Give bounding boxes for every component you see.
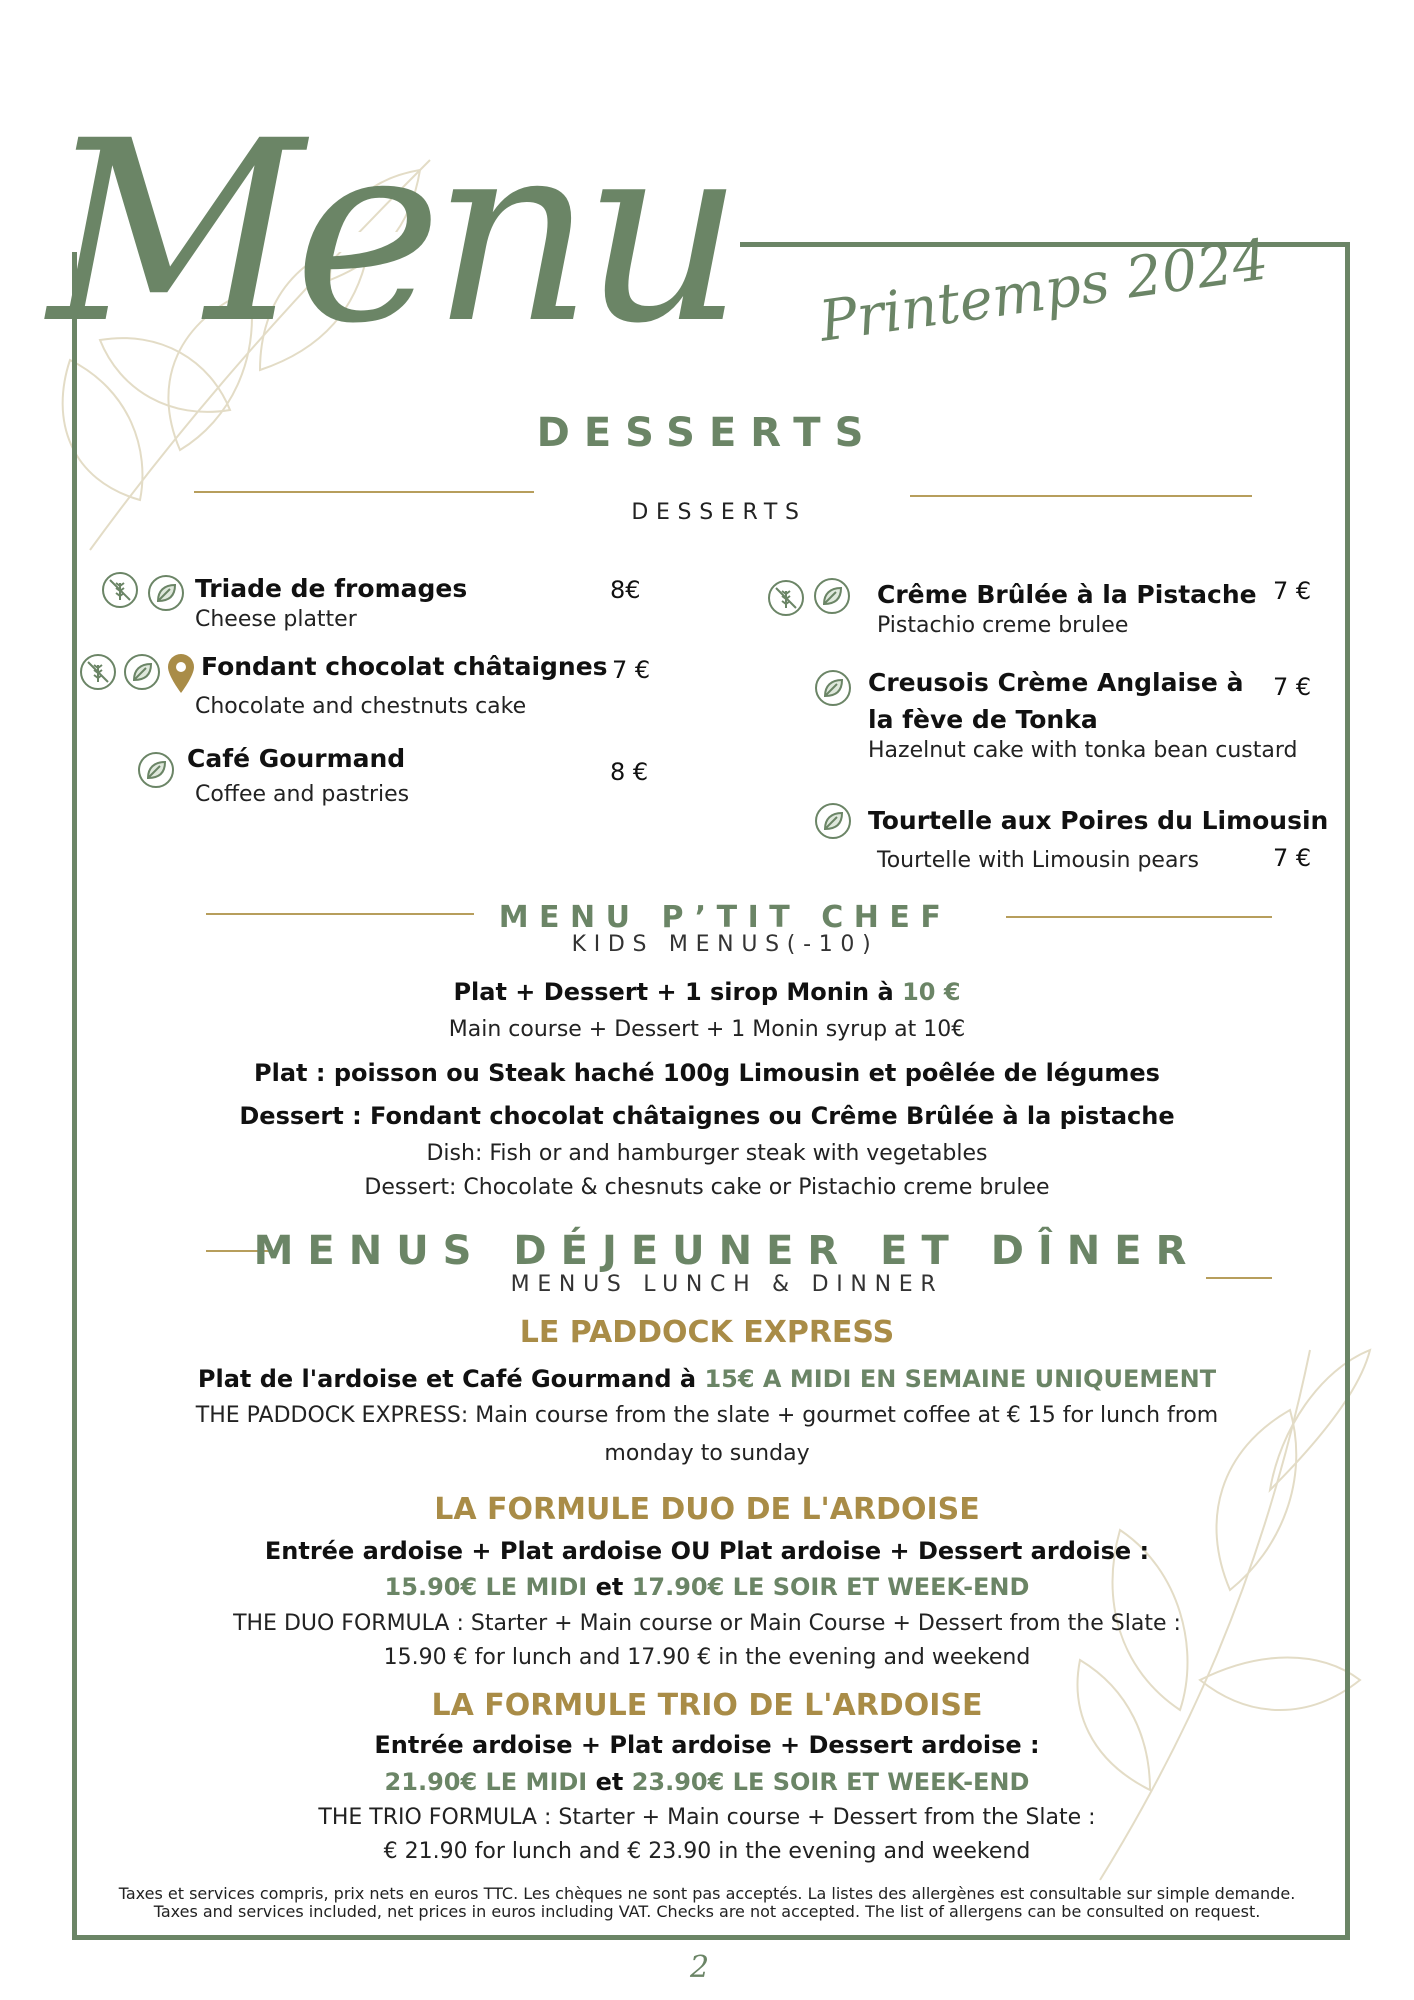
vegetarian-icon [814, 578, 850, 614]
duo-and: et [587, 1573, 632, 1601]
kids-plat: Plat : poisson ou Steak haché 100g Limousin et poêlée de légumes [254, 1059, 1160, 1087]
vegetarian-icon [138, 752, 174, 788]
trio-en-1: THE TRIO FORMULA : Starter + Main course + Dessert from the Slate : [318, 1805, 1096, 1830]
dessert-name: Fondant chocolat châtaignes [201, 652, 608, 681]
dessert-name: Creusois Crème Anglaise à [868, 668, 1244, 697]
dessert-item-creusois [868, 668, 1297, 763]
dessert-item-creme-brulee [877, 580, 1257, 638]
vegetarian-icon [148, 575, 184, 611]
duo-price-evening: 17.90€ LE SOIR ET WEEK-END [631, 1573, 1030, 1601]
dessert-name-line2: la fève de Tonka [868, 705, 1098, 734]
lunch-dinner-title: MENUS DÉJEUNER ET DÎNER [253, 1228, 1201, 1274]
dessert-price: 7 € [1273, 673, 1312, 701]
kids-subtitle: KIDS MENUS(-10) [571, 932, 879, 957]
dessert-desc: Cheese platter [195, 607, 357, 632]
express-price: 15€ A MIDI EN SEMAINE UNIQUEMENT [704, 1365, 1217, 1393]
desserts-subtitle: DESSERTS [631, 500, 807, 525]
kids-offer-text: Plat + Dessert + 1 sirop Monin à [453, 978, 903, 1006]
duo-price-lunch: 15.90€ LE MIDI [384, 1573, 588, 1601]
dessert-item-cafe [187, 744, 405, 773]
trio-prices [0, 1767, 1414, 1798]
duo-title: LA FORMULE DUO DE L'ARDOISE [434, 1492, 980, 1527]
dessert-name: Tourtelle aux Poires du Limousin [868, 806, 1329, 835]
trio-en-2: € 21.90 for lunch and € 23.90 in the evening and weekend [383, 1839, 1031, 1864]
dessert-item-triade [195, 574, 467, 632]
local-pin-icon [166, 652, 196, 694]
footer-fr: Taxes et services compris, prix nets en euros TTC. Les chèques ne sont pas acceptés. La listes des allergènes est consultable sur simple demande. [118, 1884, 1296, 1903]
kids-offer [0, 977, 1414, 1008]
kids-title: MENU P’TIT CHEF [498, 900, 952, 935]
dessert-name: Triade de fromages [195, 574, 468, 603]
dessert-item-tourtelle [868, 806, 1328, 835]
duo-prices [0, 1572, 1414, 1603]
dessert-desc: Chocolate and chestnuts cake [195, 694, 527, 719]
dessert-desc: Hazelnut cake with tonka bean custard [868, 738, 1298, 763]
dessert-price: 8 € [610, 758, 649, 786]
no-gluten-icon [768, 580, 804, 616]
kids-offer-en: Main course + Dessert + 1 Monin syrup at 10€ [448, 1017, 966, 1042]
dessert-name: Café Gourmand [187, 744, 406, 773]
menu-subtitle: Printemps 2024 [815, 227, 1273, 355]
express-text: Plat de l'ardoise et Café Gourmand à [197, 1365, 705, 1393]
kids-dish-en: Dish: Fish or and hamburger steak with vegetables [426, 1141, 988, 1166]
vegetarian-icon [124, 654, 160, 690]
express-title: LE PADDOCK EXPRESS [519, 1315, 895, 1350]
no-gluten-icon [102, 572, 138, 608]
dessert-item-fondant-desc [195, 690, 526, 719]
vegetarian-icon [815, 670, 851, 706]
dessert-item-cafe-desc [195, 778, 409, 807]
dessert-price: 8€ [610, 576, 641, 604]
trio-price-evening: 23.90€ LE SOIR ET WEEK-END [631, 1768, 1030, 1796]
no-gluten-icon [80, 654, 116, 690]
duo-line: Entrée ardoise + Plat ardoise OU Plat ardoise + Dessert ardoise : [264, 1537, 1150, 1565]
desserts-title: DESSERTS [536, 410, 878, 456]
express-en-2: monday to sunday [604, 1441, 810, 1466]
dessert-item-tourtelle-desc [877, 844, 1199, 873]
trio-line: Entrée ardoise + Plat ardoise + Dessert ardoise : [374, 1731, 1040, 1759]
dessert-item-fondant [201, 652, 608, 681]
trio-price-lunch: 21.90€ LE MIDI [384, 1768, 588, 1796]
footer-en: Taxes and services included, net prices in euros including VAT. Checks are not accepted. The list of allergens can be consulted on request. [153, 1902, 1261, 1921]
express-en-1: THE PADDOCK EXPRESS: Main course from the slate + gourmet coffee at € 15 for lunch from [195, 1403, 1219, 1428]
kids-offer-price: 10 € [902, 978, 961, 1006]
duo-en-2: 15.90 € for lunch and 17.90 € in the evening and weekend [383, 1645, 1031, 1670]
dessert-desc: Pistachio creme brulee [877, 613, 1129, 638]
dessert-desc: Coffee and pastries [195, 782, 410, 807]
dessert-price: 7 € [612, 656, 651, 684]
rule-left [194, 491, 534, 493]
page-number: 2 [690, 1950, 710, 1985]
duo-en-1: THE DUO FORMULA : Starter + Main course or Main Course + Dessert from the Slate : [233, 1611, 1181, 1636]
kids-dessert-en: Dessert: Chocolate & chesnuts cake or Pistachio creme brulee [364, 1175, 1050, 1200]
vegetarian-icon [815, 803, 851, 839]
trio-title: LA FORMULE TRIO DE L'ARDOISE [431, 1688, 983, 1723]
express-line [0, 1364, 1414, 1395]
rule-right [910, 495, 1252, 497]
dessert-price: 7 € [1273, 577, 1312, 605]
dessert-price: 7 € [1273, 844, 1312, 872]
menu-title: Menu [48, 87, 734, 378]
trio-and: et [587, 1768, 632, 1796]
dessert-desc: Tourtelle with Limousin pears [877, 848, 1199, 873]
kids-dessert: Dessert : Fondant chocolat châtaignes ou Crême Brûlée à la pistache [239, 1102, 1175, 1130]
dessert-name: Crême Brûlée à la Pistache [877, 580, 1257, 609]
lunch-dinner-subtitle: MENUS LUNCH & DINNER [510, 1272, 944, 1297]
